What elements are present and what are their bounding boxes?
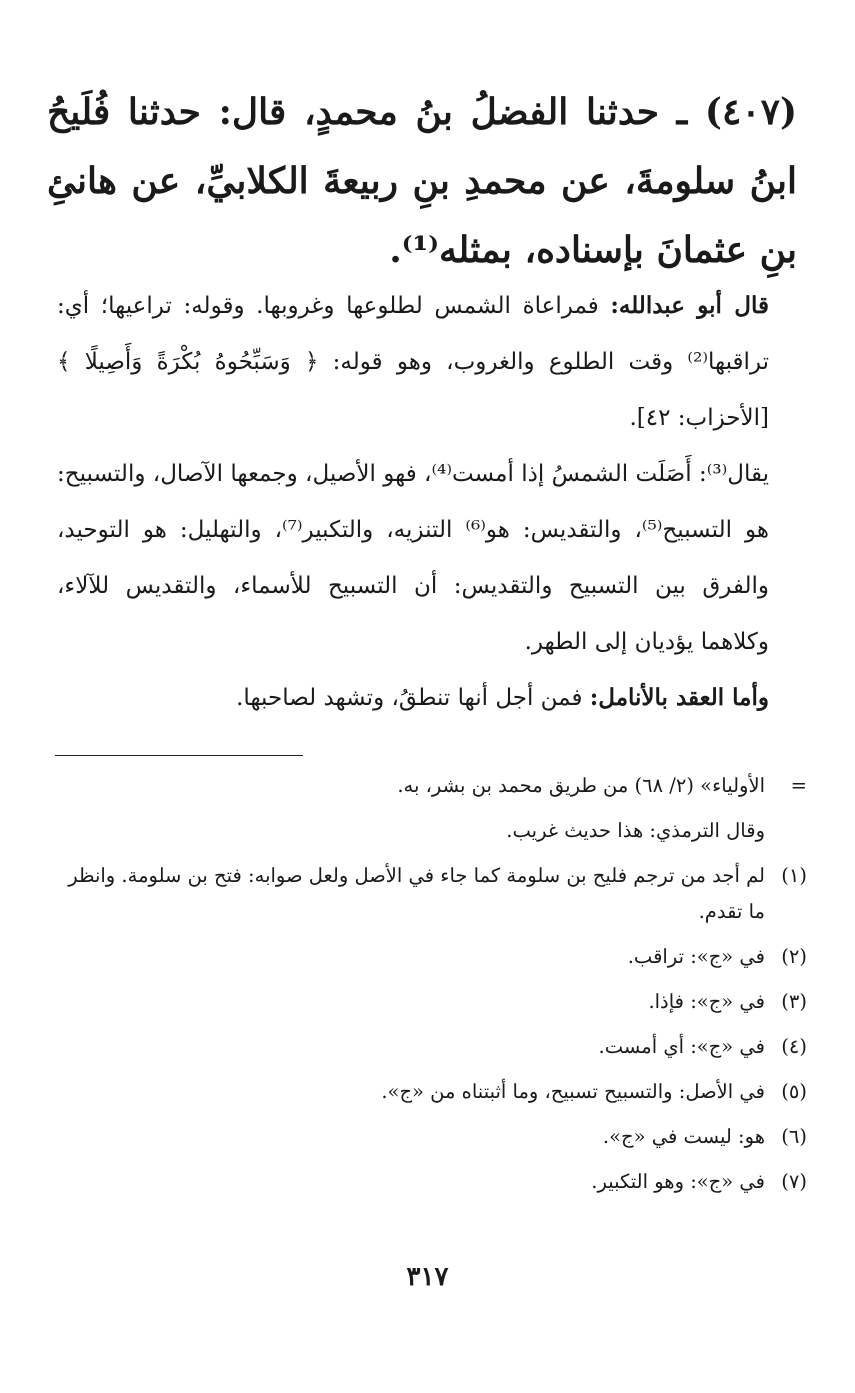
footnote-text: في «ج»: أي أمست.	[598, 1035, 765, 1058]
footnote-number: (٤)	[781, 1035, 807, 1058]
footnote-item	[57, 1074, 807, 1110]
footnote-number: (٥)	[781, 1080, 807, 1103]
hadith-text: (٤٠٧) ـ حدثنا الفضلُ بنُ محمدٍ، قال: حدثنا فُلَيحُ ابنُ سلومةَ، عن محمدِ بنِ ربيعةَ الكلابيِّ، عن هانئِ بنِ عثمانَ بإسناده، بمثله⁽¹⁾.	[47, 91, 797, 271]
footnote-text: في «ج»: وهو التكبير.	[591, 1170, 765, 1193]
commentary-text-3: فمن أجل أنها تنطقُ، وتشهد لصاحبها.	[236, 685, 590, 711]
footnote-text: في الأصل: والتسبيح تسبيح، وما أثبتناه من «ج».	[381, 1080, 765, 1103]
commentary-text-1: فمراعاة الشمس لطلوعها وغروبها. وقوله: تراعيها؛ أي: تراقبها⁽²⁾ وقت الطلوع والغروب، وهو قوله: ﴿ وَسَبِّحُوهُ بُكْرَةً وَأَصِيلًا ﴾[الأحزاب: ٤٢].	[57, 293, 769, 431]
hadith-block	[47, 78, 797, 285]
commentary-paragraph-2	[57, 446, 797, 670]
footnote-text: هو: ليست في «ج».	[602, 1125, 765, 1148]
footnote-item	[57, 768, 807, 804]
footnote-item	[57, 813, 807, 849]
footnote-item	[57, 984, 807, 1020]
commentary-block	[57, 278, 797, 726]
footnote-text: وقال الترمذي: هذا حديث غريب.	[506, 819, 765, 842]
footnote-number: (٧)	[781, 1170, 807, 1193]
footnote-text: لم أجد من ترجم فليح بن سلومة كما جاء في الأصل ولعل صوابه: فتح بن سلومة. وانظر ما تقدم.	[68, 864, 765, 923]
footnote-text: الأولياء» (٢/ ٦٨) من طريق محمد بن بشر، به.	[397, 774, 765, 797]
page-number: ٣١٧	[406, 1262, 449, 1292]
commentary-paragraph-1	[57, 278, 797, 446]
footnote-number: (٣)	[781, 990, 807, 1013]
commentary-paragraph-3	[57, 670, 797, 726]
footnote-number: (٦)	[781, 1125, 807, 1148]
footnote-number: =	[790, 774, 807, 797]
footnote-item	[57, 1164, 807, 1200]
commentary-lead-abu-abdullah: قال أبو عبدالله:	[610, 292, 769, 319]
footnote-item	[57, 1119, 807, 1155]
footnote-item	[57, 939, 807, 975]
footnote-separator	[55, 755, 303, 756]
footnote-item	[57, 1029, 807, 1065]
commentary-lead-anamil: وأما العقد بالأنامل:	[589, 684, 769, 711]
footnote-text: في «ج»: فإذا.	[648, 990, 765, 1013]
footnote-item	[57, 858, 807, 930]
footnotes-block	[57, 768, 807, 1209]
commentary-text-2: يقال⁽³⁾: أَصَلَت الشمسُ إذا أمست⁽⁴⁾، فهو الأصيل، وجمعها الآصال، والتسبيح: هو التسبيح⁽⁵⁾، والتقديس: هو⁽⁶⁾ التنزيه، والتكبير⁽⁷⁾، والتهليل: هو التوحيد، والفرق بين التسبيح والتقديس: أن التسبيح للأسماء، والتقديس للآلاء، وكلاهما يؤديان إلى الطهر.	[57, 461, 770, 655]
footnote-number: (٢)	[781, 945, 807, 968]
footnote-number	[765, 813, 807, 849]
footnote-number: (١)	[781, 864, 807, 887]
footnote-text: في «ج»: تراقب.	[627, 945, 765, 968]
